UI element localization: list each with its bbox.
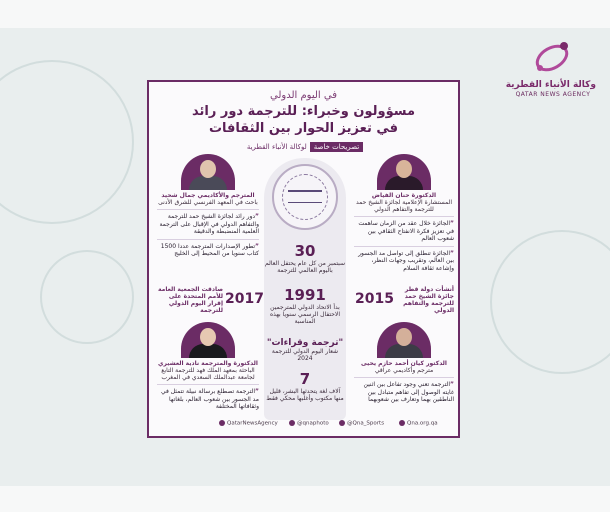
stat-30: [264, 242, 346, 274]
translation-day-seal: [272, 164, 338, 230]
year-2015: 2015: [355, 291, 394, 307]
stat-text: سبتمبر من كل عام يحتفل العالم باليوم العالمي للترجمة: [264, 260, 346, 274]
avatar-body: [385, 176, 423, 190]
tag-source: لوكالة الأنباء القطرية: [246, 143, 307, 151]
social-handle: @qnaphoto: [297, 420, 329, 427]
divider: [354, 377, 454, 378]
avatar-body: [189, 344, 227, 358]
source-tag: [149, 142, 458, 152]
instagram-icon: [289, 420, 295, 426]
stat-slogan: [264, 338, 346, 362]
person-quote: ” الجائزة خلال عقد من الزمان ساهمت في تعزيز فكرة الانفتاح الثقافي بين شعوب العالم: [354, 220, 454, 243]
social-icons: [219, 420, 225, 426]
social-web[interactable]: [399, 420, 438, 427]
avatar: [181, 322, 235, 358]
year-2017: 2017: [225, 291, 264, 307]
top-margin: [0, 0, 610, 28]
social-handle: @Qna_Sports: [347, 420, 385, 427]
globe-icon: [399, 420, 405, 426]
avatar: [377, 154, 431, 190]
social-sports[interactable]: [339, 420, 384, 427]
stat-7: [264, 370, 346, 402]
person-name: الدكتورة حنان الفياض: [371, 192, 437, 199]
header-subtitle: في اليوم الدولي: [270, 90, 337, 101]
logo-english: QATAR NEWS AGENCY: [515, 91, 591, 98]
avatar-head: [396, 160, 412, 178]
person-role: باحث في المعهد الفرنسي للشرق الأدنى: [158, 199, 258, 206]
tag-label: تصريحات خاصة: [310, 142, 363, 152]
avatar: [181, 154, 235, 190]
avatar-body: [385, 344, 423, 358]
social-handle: Qna.org.qa: [407, 420, 438, 427]
social-handle: QatarNewsAgency: [227, 420, 278, 427]
stat-number: 7: [299, 370, 311, 388]
center-column: [264, 158, 346, 420]
year-2017-text: صادقت الجمعية العامة للأمم المتحدة على إقرار اليوم الدولي للترجمة: [157, 286, 223, 314]
avatar-head: [200, 160, 216, 178]
bottom-margin: [0, 486, 610, 512]
person-role: الباحثة بمعهد الملك فهد للترجمة التابع لجامعة عبدالملك السعدي في المغرب: [161, 367, 255, 381]
stat-text: بدأ الاتحاد الدولي للمترجمين الاحتفال الرسمي سنويا بهذه المناسبة: [269, 304, 341, 325]
infographic-card: [147, 80, 460, 438]
person-quote: ” الترجمة تعني وجود تفاعل بين اثنين غايته الوصول إلى تفاهم متبادل بين الناطقين بهما وتعارف بين شعوبهما: [354, 381, 454, 404]
qna-logo-icon: [530, 38, 576, 78]
avatar-body: [189, 176, 227, 190]
stat-number: 30: [294, 242, 316, 260]
seal-calligraphy-icon: [288, 190, 322, 203]
avatar-head: [396, 328, 412, 346]
divider: [157, 209, 259, 210]
person-quote: ” تطور الإصدارات المترجمة عددا 1500 كتاب سنويا من المحيط إلى الخليج: [157, 243, 259, 258]
divider: [354, 216, 454, 217]
person-role: مترجم وأكاديمي عراقي: [374, 367, 434, 374]
social-qna[interactable]: [219, 420, 278, 427]
person-quote: ” الجائزة تنطلق إلى تواصل مد الجسور بين العالم، وتقريب وجهات النظر، وإشاعة ثقافة السلام: [354, 250, 454, 273]
divider: [157, 239, 259, 240]
year-2015-text: أنشأت دولة قطر جائزة الشيخ حمد للترجمة والتفاهم الدولي: [403, 286, 454, 314]
logo-arabic: وكالة الأنباء القطرية: [505, 80, 596, 90]
avatar-head: [200, 328, 216, 346]
stat-slogan-text: "ترجمة وقراءات": [266, 338, 344, 348]
divider: [157, 384, 259, 385]
stat-text: شعار اليوم الدولي للترجمة 2024: [271, 348, 339, 362]
headline-line2: في تعزيز الحوار بين الثقافات: [208, 121, 399, 136]
person-name: الدكتور كيان أحمد حازم يحيى: [361, 360, 447, 367]
social-footer: [149, 420, 458, 430]
person-quote: ” دور رائد لجائزة الشيخ حمد للترجمة والتفاهم الدولي في الإقبال على الترجمة العلمية المنضبطة والدقيقة: [157, 213, 259, 236]
stat-number: 1991: [284, 286, 326, 304]
person-name: المترجم والأكاديمي جمال شحيد: [161, 192, 255, 199]
social-photo[interactable]: [289, 420, 329, 427]
decor-ring: [40, 250, 134, 344]
qna-logo: [505, 38, 596, 108]
divider: [354, 246, 454, 247]
person-role: المستشارة الإعلامية لجائزة الشيخ حمد للترجمة والتفاهم الدولي: [356, 199, 452, 213]
x-icon: [339, 420, 345, 426]
avatar: [377, 322, 431, 358]
person-quote: ” الترجمة تصطلع برسالة نبيلة تتمثل في مد الجسور بين شعوب العالم، بلغاتها وثقافاتها المختلفة: [157, 388, 259, 411]
stat-1991: [264, 286, 346, 325]
headline-line1: مسؤولون وخبراء: للترجمة دور رائد: [192, 104, 415, 119]
stat-text: آلاف لغة يتحدثها البشر، قليل منها مكتوب وأغلبها محكي فقط: [266, 388, 344, 402]
person-name: الدكتورة والمترجمة نادية العشيري: [158, 360, 258, 367]
